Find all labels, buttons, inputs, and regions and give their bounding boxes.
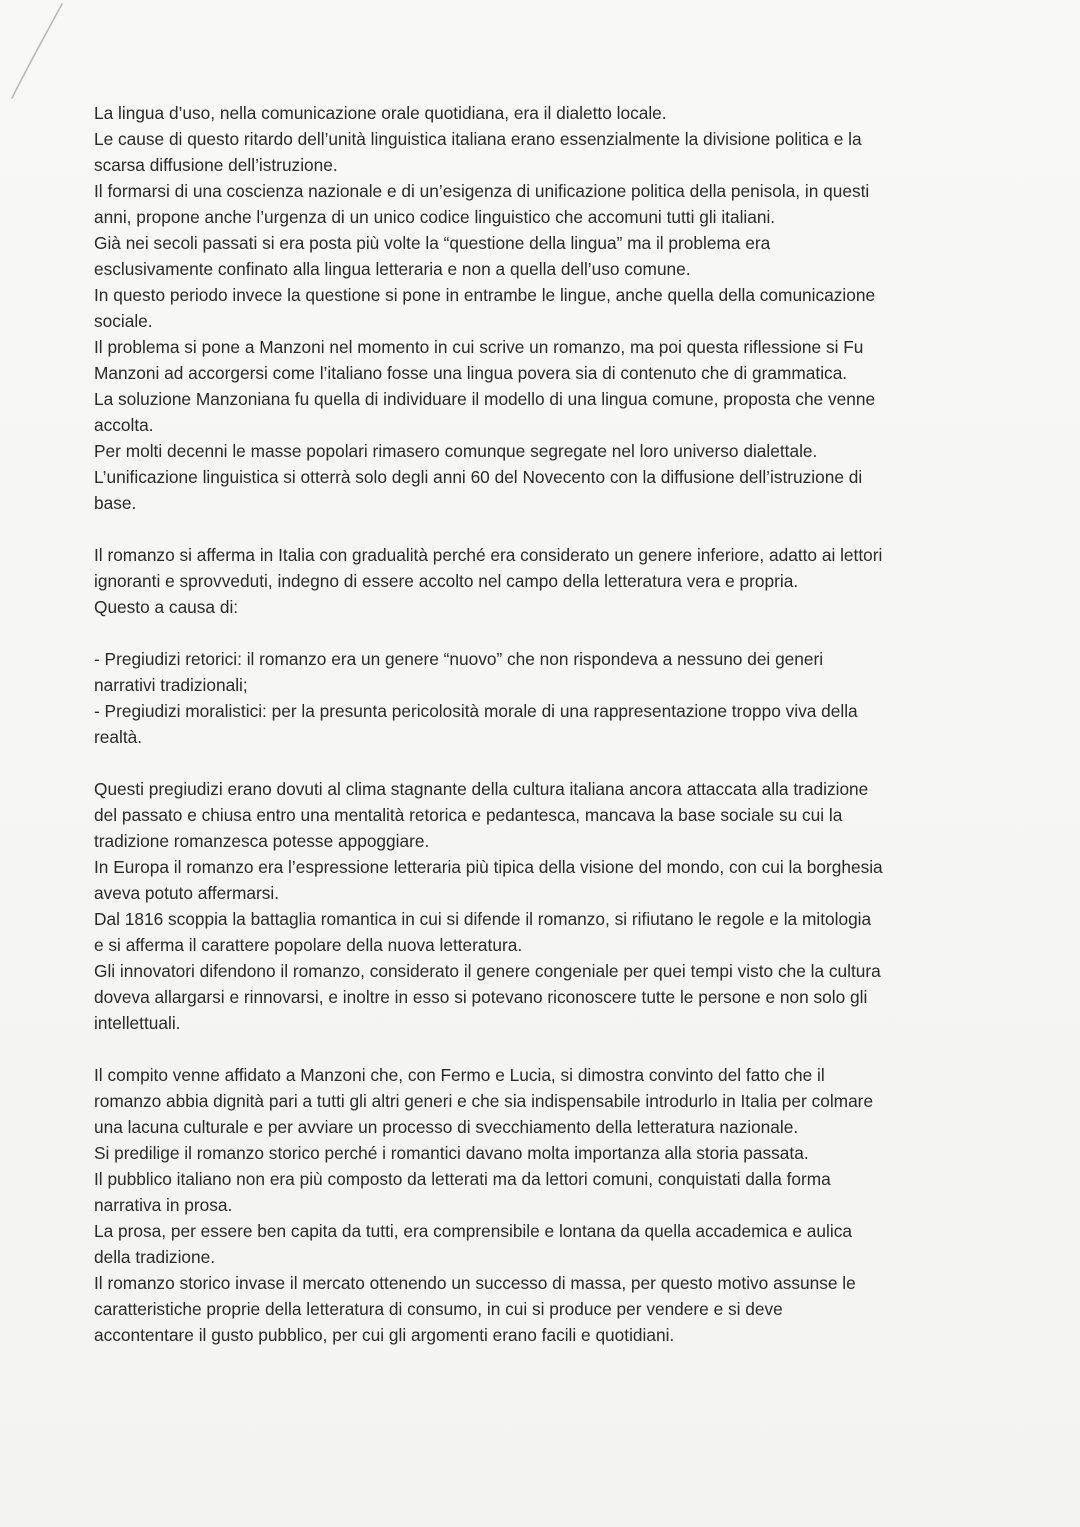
text-line: Già nei secoli passati si era posta più volte la “questione della lingua” ma il problema era <box>94 233 771 253</box>
text-line: La soluzione Manzoniana fu quella di individuare il modello di una lingua comune, proposta che venne <box>94 389 876 409</box>
paragraph <box>94 100 994 516</box>
text-line: Si predilige il romanzo storico perché i romantici davano molta importanza alla storia passata. <box>94 1143 809 1163</box>
text-line: Il problema si pone a Manzoni nel momento in cui scrive un romanzo, ma poi questa riflessione si Fu <box>94 337 864 357</box>
text-line: ignoranti e sprovveduti, indegno di essere accolto nel campo della letteratura vera e propria. <box>94 571 799 591</box>
text-line: realtà. <box>94 727 143 747</box>
paragraph-gap <box>94 750 994 776</box>
text-line: Il romanzo storico invase il mercato ottenendo un successo di massa, per questo motivo assunse le <box>94 1273 856 1293</box>
text-line: doveva allargarsi e rinnovarsi, e inoltre in esso si potevano riconoscere tutte le persone e non solo gli <box>94 987 868 1007</box>
paragraph <box>94 542 994 620</box>
text-line: Il pubblico italiano non era più composto da letterati ma da lettori comuni, conquistati dalla forma <box>94 1169 831 1189</box>
text-line: Il formarsi di una coscienza nazionale e di un’esigenza di unificazione politica della penisola, in questi <box>94 181 870 201</box>
corner-pen-mark <box>0 0 80 110</box>
document-body <box>94 100 994 1348</box>
text-line: Manzoni ad accorgersi come l’italiano fosse una lingua povera sia di contenuto che di grammatica. <box>94 363 848 383</box>
text-line: L’unificazione linguistica si otterrà solo degli anni 60 del Novecento con la diffusione dell’istruzione di <box>94 467 863 487</box>
text-line: La lingua d’uso, nella comunicazione orale quotidiana, era il dialetto locale. <box>94 103 667 123</box>
text-line: Per molti decenni le masse popolari rimasero comunque segregate nel loro universo dialettale. <box>94 441 818 461</box>
paragraph-gap <box>94 620 994 646</box>
text-line: tradizione romanzesca potesse appoggiare. <box>94 831 430 851</box>
text-line: Gli innovatori difendono il romanzo, considerato il genere congeniale per quei tempi visto che la cultura <box>94 961 881 981</box>
text-line: Il romanzo si afferma in Italia con gradualità perché era considerato un genere inferiore, adatto ai lettori <box>94 545 883 565</box>
paragraph <box>94 1062 994 1348</box>
text-line: Il compito venne affidato a Manzoni che, con Fermo e Lucia, si dimostra convinto del fatto che il <box>94 1065 825 1085</box>
text-line: caratteristiche proprie della letteratura di consumo, in cui si produce per vendere e si deve <box>94 1299 783 1319</box>
text-line: accolta. <box>94 415 154 435</box>
text-line: anni, propone anche l’urgenza di un unico codice linguistico che accomuni tutti gli italiani. <box>94 207 776 227</box>
text-line: La prosa, per essere ben capita da tutti, era comprensibile e lontana da quella accademica e aulica <box>94 1221 852 1241</box>
text-line: Dal 1816 scoppia la battaglia romantica in cui si difende il romanzo, si rifiutano le regole e la mitologia <box>94 909 872 929</box>
text-line: aveva potuto affermarsi. <box>94 883 280 903</box>
text-line: Questi pregiudizi erano dovuti al clima stagnante della cultura italiana ancora attaccata alla tradizione <box>94 779 869 799</box>
text-line: esclusivamente confinato alla lingua letteraria e non a quella dell’uso comune. <box>94 259 691 279</box>
text-line: romanzo abbia dignità pari a tutti gli altri generi e che sia indispensabile introdurlo in Italia per colmare <box>94 1091 874 1111</box>
text-line: narrativi tradizionali; <box>94 675 248 695</box>
text-line: In questo periodo invece la questione si pone in entrambe le lingue, anche quella della comunicazione <box>94 285 876 305</box>
paragraph <box>94 776 994 1036</box>
text-line: del passato e chiusa entro una mentalità retorica e pedantesca, mancava la base sociale su cui la <box>94 805 843 825</box>
text-line: intellettuali. <box>94 1013 181 1033</box>
text-line: Le cause di questo ritardo dell’unità linguistica italiana erano essenzialmente la divisione politica e la <box>94 129 862 149</box>
text-line: della tradizione. <box>94 1247 216 1267</box>
text-line: e si afferma il carattere popolare della nuova letteratura. <box>94 935 523 955</box>
paragraph <box>94 646 994 750</box>
text-line: - Pregiudizi moralistici: per la presunta pericolosità morale di una rappresentazione troppo viva della <box>94 701 858 721</box>
text-line: base. <box>94 493 137 513</box>
text-line: In Europa il romanzo era l’espressione letteraria più tipica della visione del mondo, con cui la borghesia <box>94 857 883 877</box>
text-line: scarsa diffusione dell’istruzione. <box>94 155 338 175</box>
paragraph-gap <box>94 516 994 542</box>
text-line: accontentare il gusto pubblico, per cui gli argomenti erano facili e quotidiani. <box>94 1325 675 1345</box>
text-line: Questo a causa di: <box>94 597 239 617</box>
text-line: una lacuna culturale e per avviare un processo di svecchiamento della letteratura nazionale. <box>94 1117 799 1137</box>
text-line: sociale. <box>94 311 153 331</box>
text-line: narrativa in prosa. <box>94 1195 233 1215</box>
text-line: - Pregiudizi retorici: il romanzo era un genere “nuovo” che non rispondeva a nessuno dei generi <box>94 649 824 669</box>
paragraph-gap <box>94 1036 994 1062</box>
